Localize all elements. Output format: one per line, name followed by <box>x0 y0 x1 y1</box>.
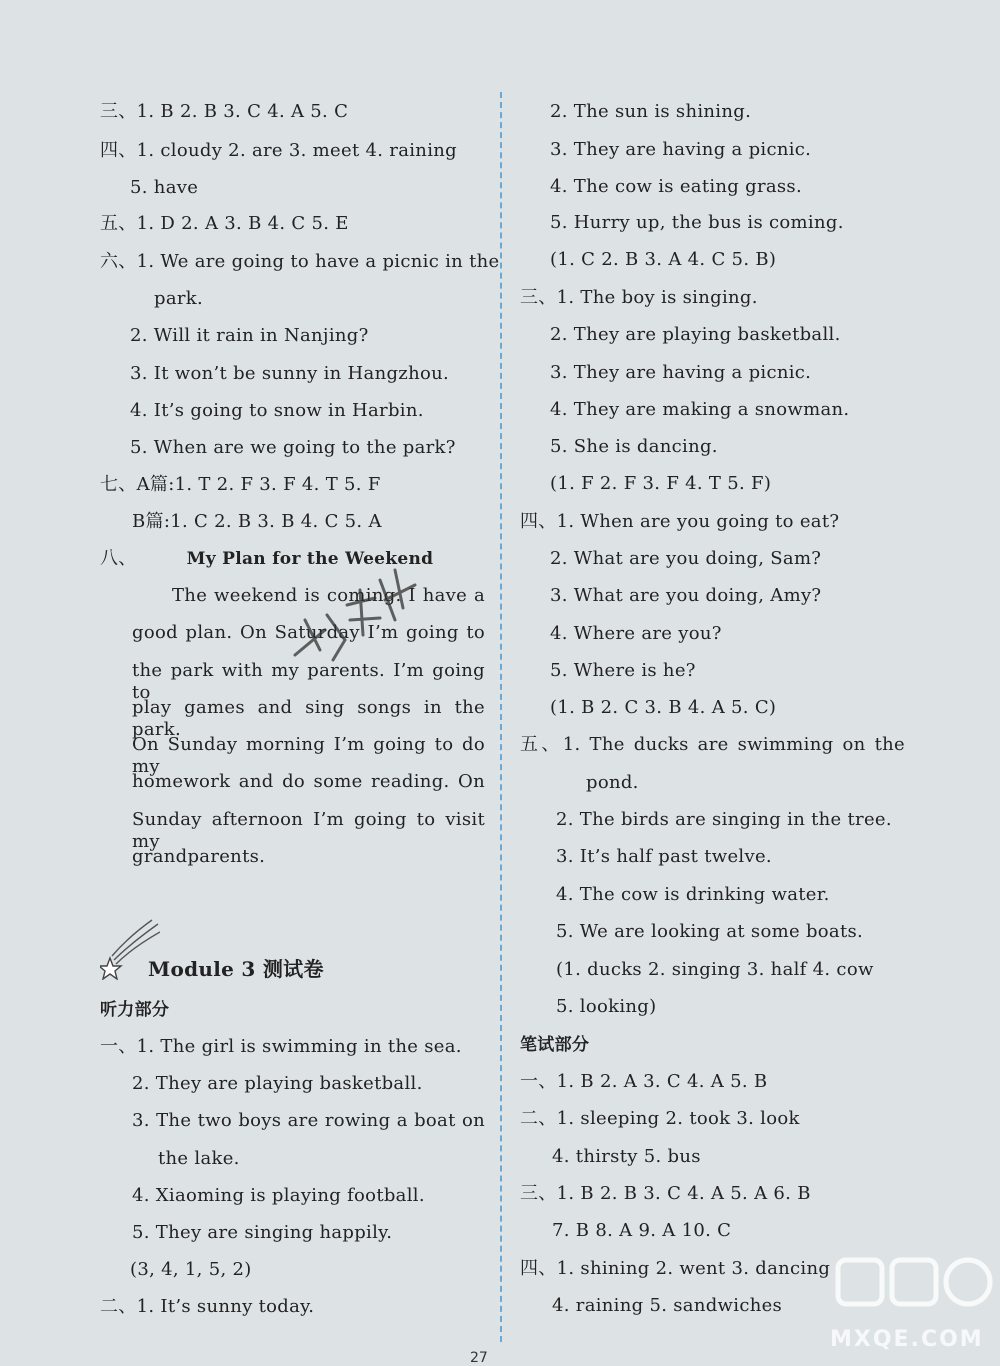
answer-text: 2. They are playing basketball. <box>550 324 841 345</box>
watermark-text: MXQE.COM <box>830 1327 984 1352</box>
answer-line <box>520 511 839 533</box>
answer-text: 1. sleeping 2. took 3. look <box>556 1108 800 1129</box>
section-marker: 四、 <box>520 511 557 532</box>
answer-text: B篇:1. C 2. B 3. B 4. C 5. A <box>132 511 382 532</box>
answer-text: park. <box>154 288 203 309</box>
answer-text: 4. Where are you? <box>550 623 722 644</box>
section-marker: 五、 <box>100 213 137 234</box>
section-marker: 八、 <box>100 548 137 569</box>
answer-line <box>132 1073 423 1095</box>
answer-text: 5. Hurry up, the bus is coming. <box>550 212 844 233</box>
answer-line <box>100 1296 314 1318</box>
answer-line <box>550 249 776 271</box>
answer-line <box>520 734 905 756</box>
answer-line <box>552 1220 731 1242</box>
section-marker: 二、 <box>100 1296 137 1317</box>
answer-text: 3. They are having a picnic. <box>550 362 812 383</box>
answer-line <box>132 1185 425 1207</box>
essay-line: On Sunday morning I’m going to do my <box>132 734 485 777</box>
answer-text: 5. When are we going to the park? <box>130 437 456 458</box>
section-marker: 五、 <box>520 734 563 755</box>
answer-text: 7. B 8. A 9. A 10. C <box>552 1220 732 1241</box>
answer-line <box>100 474 381 496</box>
answer-line <box>132 1222 392 1244</box>
answer-text: A篇:1. T 2. F 3. F 4. T 5. F <box>136 474 381 495</box>
essay-line: Sunday afternoon I’m going to visit my <box>132 809 485 852</box>
answer-text: (1. B 2. C 3. B 4. A 5. C) <box>550 697 777 718</box>
section-marker: 三、 <box>100 101 137 122</box>
answer-text: 1. D 2. A 3. B 4. C 5. E <box>136 213 349 234</box>
answer-text: 1. It’s sunny today. <box>136 1296 315 1317</box>
answer-line <box>556 884 830 906</box>
answer-line <box>130 400 424 422</box>
page-number: 27 <box>470 1350 488 1366</box>
essay-line: grandparents. <box>132 846 266 867</box>
answer-text: the lake. <box>158 1148 240 1169</box>
answer-line <box>550 623 722 645</box>
listening-label: 听力部分 <box>100 1000 170 1020</box>
answer-text: 4. The cow is drinking water. <box>556 884 830 905</box>
answer-text: 4. raining 5. sandwiches <box>552 1295 783 1316</box>
answer-text: 3. They are having a picnic. <box>550 139 812 160</box>
answer-text: 1. cloudy 2. are 3. meet 4. raining <box>136 140 457 161</box>
section-marker: 三、 <box>520 287 557 308</box>
answer-text: 5. We are looking at some boats. <box>556 921 864 942</box>
answer-line <box>130 437 456 459</box>
answer-line <box>586 772 639 794</box>
answer-line <box>550 399 849 421</box>
essay-line: the park with my parents. I’m going to <box>132 660 485 703</box>
answer-text: 1. B 2. A 3. C 4. A 5. B <box>556 1071 768 1092</box>
answer-line <box>520 1258 830 1280</box>
section-marker: 四、 <box>520 1258 557 1279</box>
answer-line <box>154 288 203 310</box>
answer-line <box>100 140 457 162</box>
answer-line <box>130 363 449 385</box>
answer-text: (1. F 2. F 3. F 4. T 5. F) <box>550 473 772 494</box>
answer-text: (1. C 2. B 3. A 4. C 5. B) <box>550 249 777 270</box>
answer-line <box>550 212 844 234</box>
answer-text: 5. Where is he? <box>550 660 696 681</box>
answer-line <box>556 996 656 1018</box>
answer-text: 4. The cow is eating grass. <box>550 176 802 197</box>
answer-text: 5. looking) <box>556 996 657 1017</box>
answer-line <box>100 251 499 273</box>
answer-text: 1. We are going to have a picnic in the <box>136 251 500 272</box>
answer-text: 5. have <box>130 177 199 198</box>
answer-line <box>550 697 776 719</box>
answer-text: pond. <box>586 772 639 793</box>
answer-text: 1. The girl is swimming in the sea. <box>136 1036 462 1057</box>
section-marker: 七、 <box>100 474 137 495</box>
answer-text: 1. The ducks are swimming on the <box>562 734 905 755</box>
answer-text: 4. They are making a snowman. <box>550 399 850 420</box>
answer-text: 4. Xiaoming is playing football. <box>132 1185 425 1206</box>
answer-text: 5. She is dancing. <box>550 436 718 457</box>
answer-text: 1. The boy is singing. <box>556 287 758 308</box>
answer-line <box>132 1110 485 1132</box>
essay-line: good plan. On Saturday I’m going to <box>132 622 485 643</box>
answer-text: 4. thirsty 5. bus <box>552 1146 701 1167</box>
answer-line <box>132 511 382 533</box>
column-divider <box>500 92 502 1342</box>
answer-line <box>556 959 874 981</box>
answer-text: 2. What are you doing, Sam? <box>550 548 822 569</box>
answer-line <box>552 1146 701 1168</box>
section-marker: 一、 <box>520 1071 557 1092</box>
answer-line <box>550 176 802 198</box>
answer-line <box>550 324 841 346</box>
answer-text: 3. What are you doing, Amy? <box>550 585 822 606</box>
answer-line <box>158 1148 240 1170</box>
answer-text: 2. The sun is shining. <box>550 101 752 122</box>
answer-line <box>520 1071 767 1093</box>
answer-line <box>130 1259 252 1281</box>
module-title: Module 3 测试卷 <box>148 957 324 981</box>
answer-text: 5. They are singing happily. <box>132 1222 393 1243</box>
answer-line <box>550 473 771 495</box>
answer-line <box>556 921 863 943</box>
answer-line <box>550 101 751 123</box>
answer-line <box>550 436 718 458</box>
section-marker: 三、 <box>520 1183 557 1204</box>
written-label: 笔试部分 <box>520 1035 590 1055</box>
section-marker: 一、 <box>100 1036 137 1057</box>
answer-line <box>550 362 811 384</box>
handwriting-stamp <box>285 560 425 670</box>
answer-text: (3, 4, 1, 5, 2) <box>130 1259 252 1280</box>
answer-line <box>550 139 811 161</box>
answer-line <box>520 1183 811 1205</box>
answer-line <box>550 548 821 570</box>
section-marker: 四、 <box>100 140 137 161</box>
answer-text: (1. ducks 2. singing 3. half 4. cow <box>556 959 874 980</box>
answer-text: 4. It’s going to snow in Harbin. <box>130 400 424 421</box>
answer-line <box>520 287 758 309</box>
answer-line <box>100 1036 462 1058</box>
answer-line <box>556 846 772 868</box>
answer-text: 2. They are playing basketball. <box>132 1073 423 1094</box>
answer-line <box>130 325 369 347</box>
answer-line <box>550 585 821 607</box>
answer-line <box>100 101 348 123</box>
answer-line <box>550 660 696 682</box>
answer-line <box>556 809 892 831</box>
answer-text: 3. It’s half past twelve. <box>556 846 772 867</box>
answer-line <box>520 1108 800 1130</box>
answer-text: 3. It won’t be sunny in Hangzhou. <box>130 363 450 384</box>
answer-text: 1. shining 2. went 3. dancing <box>556 1258 831 1279</box>
answer-line <box>552 1295 782 1317</box>
answer-text: 1. B 2. B 3. C 4. A 5. A 6. B <box>556 1183 811 1204</box>
answer-line <box>130 177 198 199</box>
answer-text: 1. B 2. B 3. C 4. A 5. C <box>136 101 349 122</box>
site-watermark <box>830 1248 998 1358</box>
essay-line: homework and do some reading. On <box>132 771 485 792</box>
answer-text: 1. When are you going to eat? <box>556 511 840 532</box>
answer-text: 2. Will it rain in Nanjing? <box>130 325 369 346</box>
essay-line: The weekend is coming. I have a <box>172 585 485 606</box>
essay-title: My Plan for the Weekend <box>186 549 434 569</box>
section-marker: 六、 <box>100 251 137 272</box>
essay-line: play games and sing songs in the park. <box>132 697 485 740</box>
answer-line <box>100 213 349 235</box>
answer-text: 3. The two boys are rowing a boat on <box>132 1110 485 1131</box>
answer-text: 2. The birds are singing in the tree. <box>556 809 892 830</box>
section-marker: 二、 <box>520 1108 557 1129</box>
